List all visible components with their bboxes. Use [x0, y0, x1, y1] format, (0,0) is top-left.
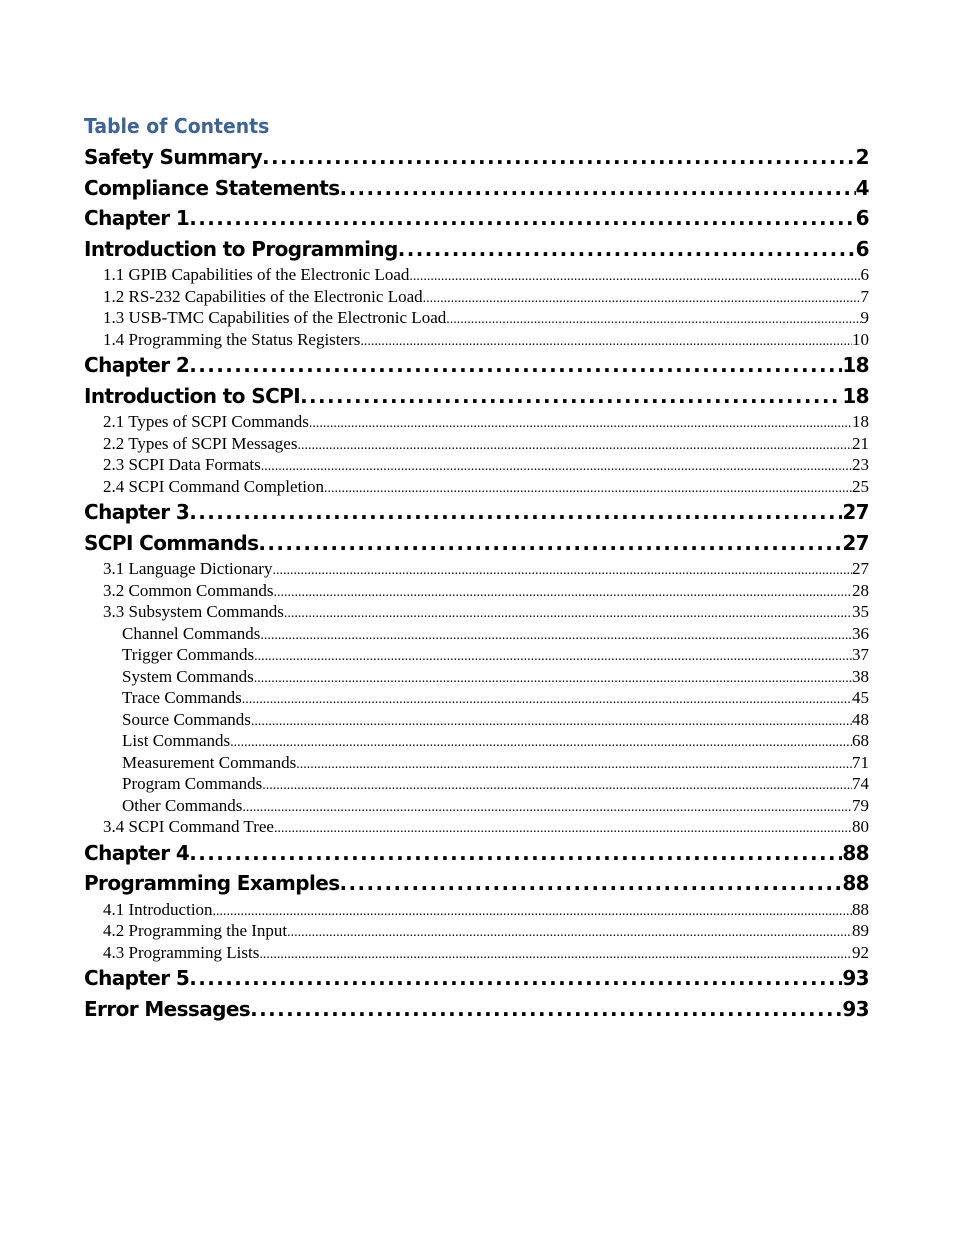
- toc-entry-label: Safety Summary: [84, 145, 263, 169]
- toc-entry-page: 35: [852, 602, 869, 621]
- toc-entry[interactable]: [84, 623, 869, 645]
- toc-entry-page: 68: [852, 731, 869, 750]
- toc-entries: [84, 142, 869, 1024]
- toc-entry-page: 79: [852, 795, 869, 815]
- toc-entry-label: List Commands: [122, 731, 231, 750]
- toc-entry-label: 1.1 GPIB Capabilities of the Electronic Load: [103, 265, 410, 284]
- toc-entry-page: 92: [852, 942, 869, 962]
- toc-entry-page: 18: [852, 412, 869, 431]
- toc-entry-leader: [423, 288, 861, 308]
- toc-entry-label: Chapter 3: [84, 500, 190, 524]
- toc-entry[interactable]: [84, 773, 869, 795]
- toc-entry-leader: [242, 797, 852, 817]
- toc-entry-label: Introduction to SCPI: [84, 383, 301, 408]
- toc-entry-leader: [300, 381, 842, 412]
- toc-entry-label: Chapter 5: [84, 966, 190, 990]
- toc-entry-page: 88: [852, 899, 869, 919]
- toc-entry-page: 18: [842, 353, 869, 377]
- toc-entry[interactable]: [84, 142, 869, 173]
- toc-entry-leader: [189, 963, 842, 994]
- toc-entry-leader: [360, 331, 852, 351]
- toc-entry-label: Measurement Commands: [122, 752, 297, 772]
- toc-entry-page: 10: [852, 329, 869, 349]
- toc-entry-page: 9: [860, 308, 869, 327]
- toc-entry-label: 2.2 Types of SCPI Messages: [103, 433, 298, 453]
- toc-entry-label: 3.2 Common Commands: [103, 580, 274, 600]
- toc-entry[interactable]: [84, 264, 869, 286]
- toc-entry-page: 36: [852, 623, 869, 643]
- toc-entry-page: 74: [852, 774, 869, 793]
- toc-entry-label: Chapter 1: [84, 206, 190, 230]
- toc-entry[interactable]: [84, 454, 869, 476]
- toc-entry[interactable]: [84, 868, 869, 899]
- toc-entry[interactable]: [84, 942, 869, 964]
- toc-entry[interactable]: [84, 528, 869, 559]
- toc-entry-page: 18: [842, 383, 869, 408]
- toc-entry-label: SCPI Commands: [84, 530, 259, 555]
- toc-entry-label: 1.4 Programming the Status Registers: [103, 329, 361, 349]
- toc-entry-page: 7: [860, 286, 869, 306]
- toc-entry-leader: [297, 435, 852, 455]
- toc-entry-leader: [213, 901, 852, 921]
- toc-entry-leader: [309, 413, 852, 433]
- toc-entry-leader: [250, 994, 842, 1025]
- toc-entry-label: Source Commands: [122, 709, 251, 729]
- toc-entry-page: 4: [855, 175, 869, 200]
- toc-entry[interactable]: [84, 433, 869, 455]
- toc-entry-page: 88: [842, 871, 869, 895]
- toc-entry-page: 6: [860, 265, 869, 284]
- toc-entry-label: 4.3 Programming Lists: [103, 942, 260, 962]
- toc-entry-page: 93: [842, 996, 869, 1021]
- toc-entry[interactable]: [84, 497, 869, 528]
- toc-entry-page: 48: [852, 709, 869, 729]
- toc-entry-leader: [254, 646, 852, 666]
- toc-entry-page: 38: [852, 666, 869, 686]
- toc-entry[interactable]: [84, 411, 869, 433]
- toc-entry-leader: [261, 456, 852, 476]
- toc-entry-page: 45: [852, 688, 869, 707]
- toc-entry[interactable]: [84, 329, 869, 351]
- toc-entry[interactable]: [84, 994, 869, 1025]
- toc-entry[interactable]: [84, 795, 869, 817]
- toc-entry-leader: [284, 603, 852, 623]
- toc-entry-label: Trace Commands: [122, 688, 242, 707]
- toc-entry[interactable]: [84, 963, 869, 994]
- toc-entry-page: 37: [852, 645, 869, 664]
- toc-entry-label: Other Commands: [122, 795, 243, 815]
- toc-entry-leader: [189, 350, 842, 381]
- toc-entry-leader: [340, 868, 843, 899]
- toc-entry[interactable]: [84, 203, 869, 234]
- toc-entry-label: 1.3 USB-TMC Capabilities of the Electronic Load: [103, 308, 447, 327]
- toc-entry-leader: [274, 818, 852, 838]
- toc-entry-leader: [409, 266, 860, 286]
- toc-entry-label: Introduction to Programming: [84, 236, 398, 261]
- toc-entry-leader: [189, 497, 842, 528]
- toc-entry-label: Channel Commands: [122, 623, 261, 643]
- toc-entry[interactable]: [84, 709, 869, 731]
- toc-entry-label: 2.3 SCPI Data Formats: [103, 455, 261, 474]
- toc-entry[interactable]: [84, 920, 869, 942]
- toc-entry-label: 3.4 SCPI Command Tree: [103, 817, 274, 836]
- toc-entry[interactable]: [84, 687, 869, 709]
- toc-entry-page: 27: [842, 530, 869, 555]
- toc-entry-label: Program Commands: [122, 774, 263, 793]
- toc-entry-page: 93: [842, 966, 869, 990]
- toc-entry-page: 80: [852, 817, 869, 836]
- table-of-contents: [84, 110, 869, 1024]
- toc-entry-leader: [189, 203, 855, 234]
- toc-entry-leader: [287, 922, 852, 942]
- toc-entry-leader: [242, 689, 852, 709]
- toc-entry[interactable]: [84, 558, 869, 580]
- toc-entry[interactable]: [84, 234, 869, 265]
- toc-entry-page: 6: [855, 206, 869, 230]
- toc-entry[interactable]: [84, 838, 869, 869]
- toc-entry[interactable]: [84, 899, 869, 921]
- toc-entry-label: 2.4 SCPI Command Completion: [103, 476, 325, 496]
- toc-entry-label: Trigger Commands: [122, 645, 255, 664]
- toc-entry-label: 3.3 Subsystem Commands: [103, 602, 284, 621]
- toc-entry-label: 1.2 RS-232 Capabilities of the Electronic Load: [103, 286, 423, 306]
- toc-entry-leader: [262, 142, 856, 173]
- toc-entry-label: Programming Examples: [84, 871, 340, 895]
- toc-entry[interactable]: [84, 381, 869, 412]
- toc-entry[interactable]: [84, 307, 869, 329]
- toc-entry[interactable]: [84, 173, 869, 204]
- toc-entry-leader: [258, 528, 842, 559]
- toc-entry-leader: [273, 582, 852, 602]
- toc-entry[interactable]: [84, 286, 869, 308]
- toc-entry-label: Compliance Statements: [84, 175, 340, 200]
- toc-entry-leader: [251, 711, 852, 731]
- toc-entry-page: 2: [855, 145, 869, 169]
- toc-entry-label: 2.1 Types of SCPI Commands: [103, 412, 309, 431]
- toc-entry-leader: [272, 560, 852, 580]
- toc-entry[interactable]: [84, 752, 869, 774]
- toc-entry-page: 28: [852, 580, 869, 600]
- toc-entry-leader: [340, 173, 856, 204]
- toc-entry-page: 27: [842, 500, 869, 524]
- toc-entry-leader: [230, 732, 852, 752]
- toc-entry[interactable]: [84, 350, 869, 381]
- toc-entry-leader: [262, 775, 852, 795]
- toc-entry[interactable]: [84, 476, 869, 498]
- toc-entry-label: 4.1 Introduction: [103, 899, 213, 919]
- toc-entry-label: Chapter 2: [84, 353, 190, 377]
- toc-entry-page: 21: [852, 433, 869, 453]
- toc-entry-label: 3.1 Language Dictionary: [103, 559, 273, 578]
- toc-entry-page: 88: [842, 840, 869, 865]
- toc-entry-leader: [398, 234, 856, 265]
- toc-entry-leader: [254, 668, 852, 688]
- toc-entry[interactable]: [84, 666, 869, 688]
- toc-entry-leader: [259, 944, 852, 964]
- toc-entry[interactable]: [84, 601, 869, 623]
- toc-entry-label: Error Messages: [84, 996, 251, 1021]
- toc-entry-label: System Commands: [122, 666, 254, 686]
- toc-entry-leader: [324, 478, 852, 498]
- toc-title: Table of Contents: [84, 114, 270, 138]
- toc-entry-leader: [296, 754, 852, 774]
- toc-entry-label: 4.2 Programming the Input: [103, 921, 288, 940]
- toc-entry-label: Chapter 4: [84, 840, 190, 865]
- toc-entry-leader: [260, 625, 852, 645]
- toc-entry-page: 89: [852, 921, 869, 940]
- toc-entry-page: 27: [852, 559, 869, 578]
- toc-entry-page: 25: [852, 476, 869, 496]
- toc-entry[interactable]: [84, 644, 869, 666]
- toc-entry-leader: [446, 309, 860, 329]
- toc-entry[interactable]: [84, 730, 869, 752]
- toc-entry[interactable]: [84, 580, 869, 602]
- toc-entry-page: 71: [852, 752, 869, 772]
- toc-entry-leader: [189, 838, 842, 869]
- toc-entry-page: 6: [855, 236, 869, 261]
- toc-entry-page: 23: [852, 455, 869, 474]
- toc-entry[interactable]: [84, 816, 869, 838]
